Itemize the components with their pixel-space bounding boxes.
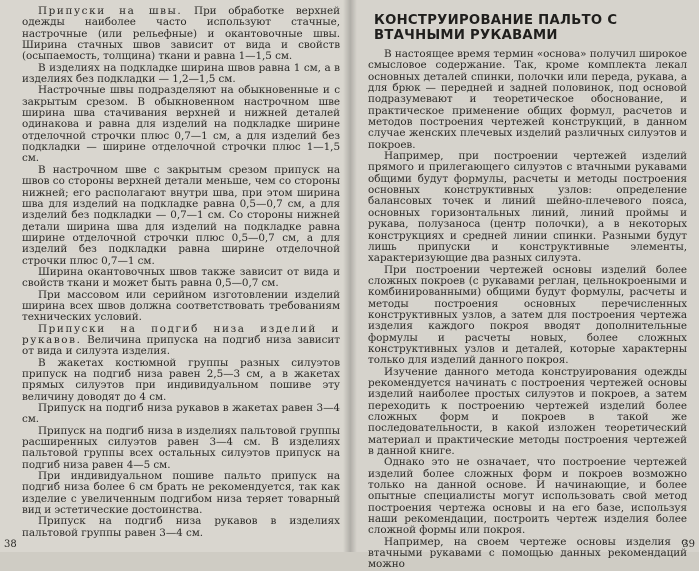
paragraph-10: Припуск на подгиб низа в изделиях пальтовой группы расширенных силуэтов равен 3—4 см. В изделиях пальтовой группы всех остальных силуэтов припуск на подгиб низа равен 4—5 см. [22, 424, 340, 471]
paragraph-4: В настрочном шве с закрытым срезом припуск на швов со стороны верхней детали меньше, чем со стороны нижней; его располагают внутри шва, при этом ширина шва для изделий на подкладке равна 0,5—0,7 см, а для изделий без подкладки — 0,7—1 см. Со стороны нижней детали ширина шва для изделий на подкладке равна ширине отделочной строчки плюс 0,5—0,7 см, а для изделий без подкладки равна ширине отделочной строчки плюс 0,7—1 см. [22, 163, 340, 267]
book-gutter [343, 0, 357, 552]
paragraph-5: Однако это не означает, что построение чертежей изделий более сложных форм и покроев возможно только на данной основе. И начинающие, и более опытные специалисты могут использовать свой метод построения чертежа основы и на его базе, используя наши рекомендации, построить чертеж изделия более сложной формы или покроя. [368, 456, 687, 537]
paragraph-11: При индивидуальном пошиве пальто припуск на подгиб низа более 6 см брать не рекомендуется, так как изделие с увеличенным подгибом низа теряет товарный вид и эстетические достоинства. [22, 470, 340, 517]
paragraph-2: В изделиях на подкладке ширина швов равна 1 см, а в изделиях без подкладки — 1,2—1,5 см. [22, 61, 340, 86]
paragraph-12: Припуск на подгиб низа рукавов в изделиях пальтовой группы равен 3—4 см. [22, 515, 340, 539]
paragraph-3: Настрочные швы подразделяют на обыкновенные и с закрытым срезом. В обыкновенном настрочном шве ширина шва стачивания верхней и нижней деталей одинакова и равна для изделий на подкладке ширине отделочной строчки плюс 0,7—1 см, а для изделий без подкладки — ширине отделочной строчки плюс 1—1,5 см. [22, 84, 340, 165]
paragraph-8: В жакетах костюмной группы разных силуэтов припуск на подгиб низа равен 2,5—3 см, а в жакетах прямых силуэтов при индивидуальном пошиве эту величину доводят до 4 см. [22, 356, 340, 403]
page-number-left: 38 [4, 539, 17, 550]
paragraph-1: В настоящее время термин «основа» получил широкое смысловое содержание. Так, кроме комплекта лекал основных деталей спинки, полочки или переда, рукава, а для брюк — передней и задней половинок, под основой подразумевают и теоретическое обоснование, и практическое применение общих формул, расчетов и методов построения чертежей конструкций, в данном случае женских плечевых изделий различных силуэтов и покроев. [368, 48, 687, 151]
paragraph-9: Припуск на подгиб низа рукавов в жакетах равен 3—4 см. [22, 402, 340, 426]
page-number-right: 39 [682, 539, 695, 550]
chapter-heading: КОНСТРУИРОВАНИЕ ПАЛЬТО С ВТАЧНЫМИ РУКАВАМИ [374, 13, 618, 43]
paragraph-4: Изучение данного метода конструирования одежды рекомендуется начинать с построения чертежей основы изделий наиболее простых силуэтов и покроев, а затем переходить к построению чертежей изделий более сложных форм и покроев в такой же последовательности, в какой изложен теоретический материал и практические методы построения чертежей в данной книге. [368, 365, 687, 458]
right-page [350, 0, 699, 571]
paragraph-6: При массовом или серийном изготовлении изделий ширина всех швов должна соответствовать требованиям технических условий. [22, 288, 340, 324]
paragraph-6: Например, на своем чертеже основы изделия с втачными рукавами с помощью данных рекомендаций можно [368, 535, 687, 571]
paragraph-2: Например, при построении чертежей изделий прямого и прилегающего силуэтов с втачными рукавами общими будут формулы, расчеты и методы построения основных конструктивных узлов: определение балансовых точек и линий шейно-плечевого пояса, основных горизонтальных линий, линий проймы и рукава, полузаноса (центр полочки), а в некоторых конструкциях и средней линии спинки. Разными будут лишь припуски и конструктивные элементы, характеризующие два разных силуэта. [368, 150, 687, 265]
left-page [0, 0, 350, 552]
paragraph-3: При построении чертежей основы изделий более сложных покроев (с рукавами реглан, цельнокроеными и комбинированными) общими будут формулы, расчеты и методы построения основных перечисленных конструктивных узлов, а затем для построения чертежа изделия каждого покроя вводят дополнительные формулы и расчеты новых, более сложных конструктивных узлов и деталей, которые характерны только для изделий данного покроя. [368, 263, 687, 367]
paragraph-5: Ширина окантовочных швов также зависит от вида и свойств ткани и может быть равна 0,5—0,7 см. [22, 265, 340, 290]
paragraph-7: Припуски на подгиб низа изделий и рукавов. Величина припуска на подгиб низа зависит от вида и силуэта изделия. [22, 322, 340, 358]
section-lead: Припуски на подгиб низа изделий и рукавов. [22, 322, 340, 346]
section-lead: Припуски на швы. [38, 5, 183, 17]
paragraph-1: Припуски на швы. При обработке верхней одежды наиболее часто используют стачные, настрочные (или рельефные) и окантовочные швы. Ширина стачных швов зависит от вида и свойств (осыпаемость, толщина) ткани и равна 1—1,5 см. [22, 5, 341, 63]
